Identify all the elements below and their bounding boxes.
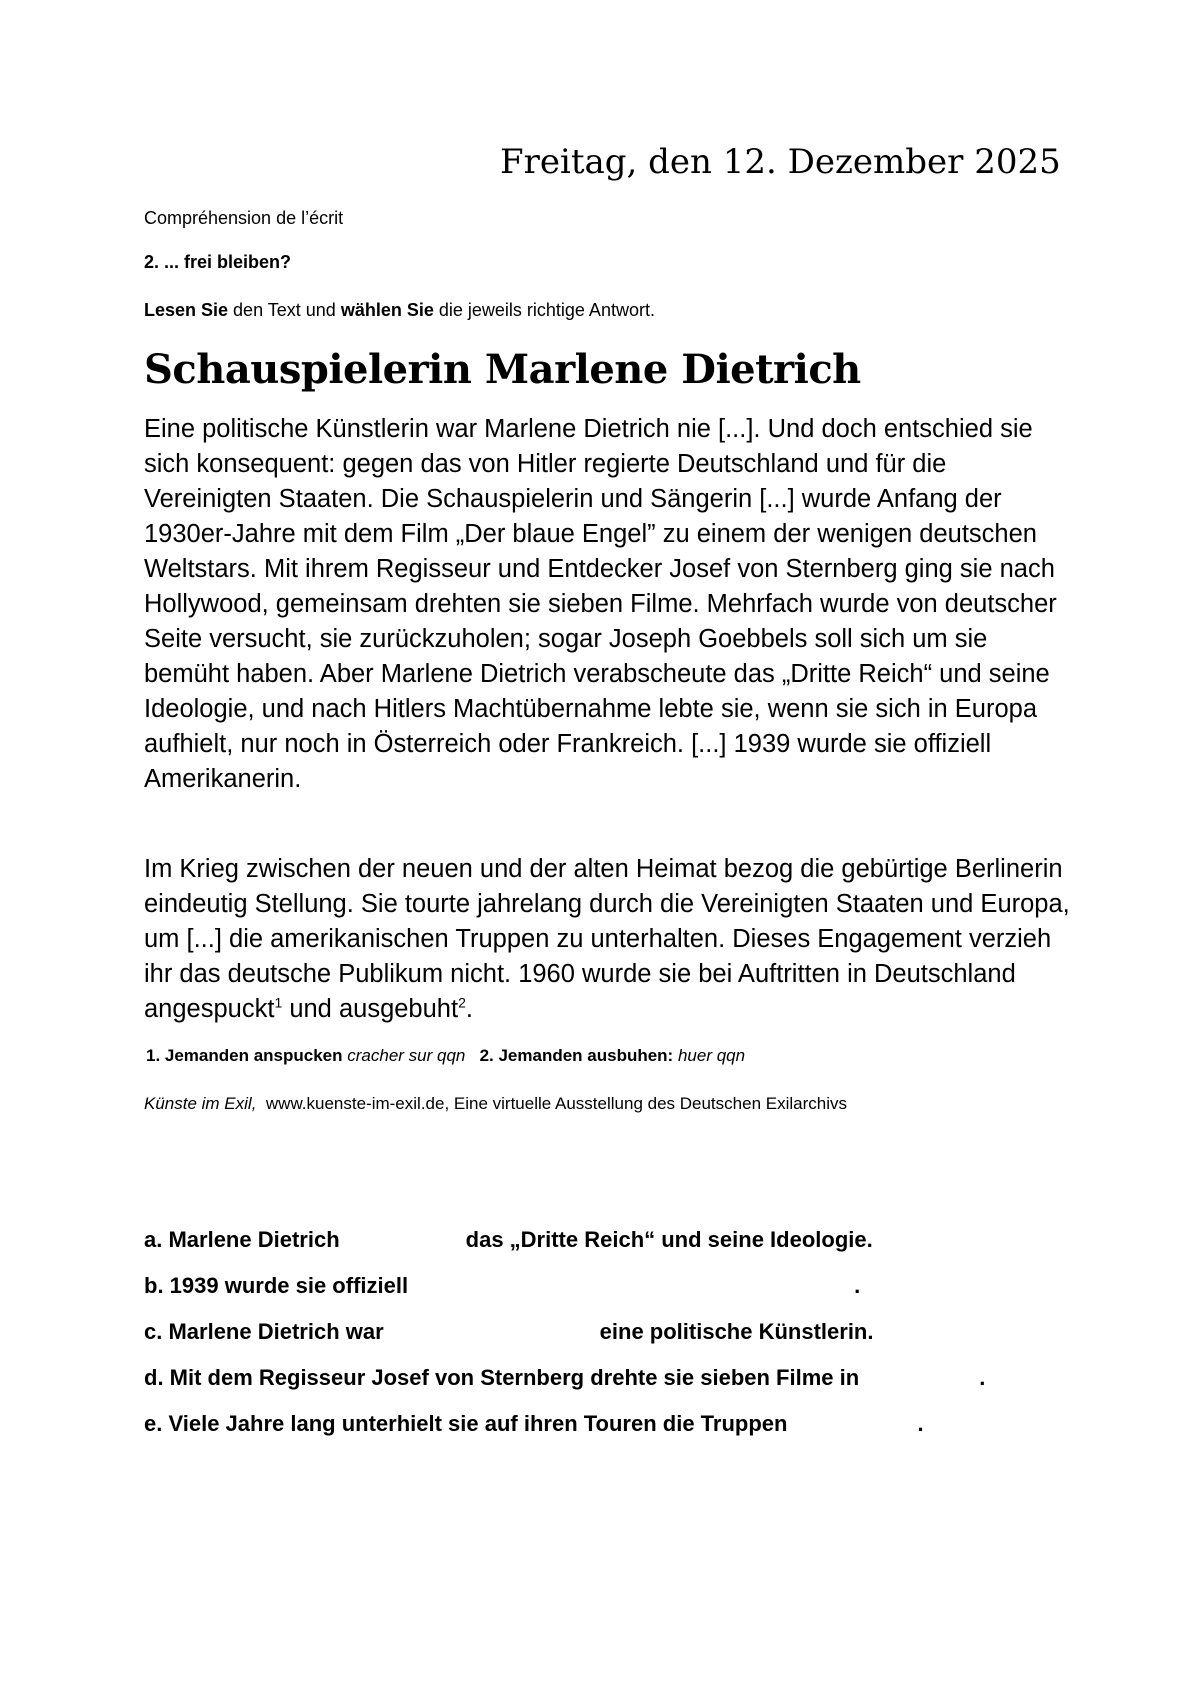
question-e-before: e. Viele Jahre lang unterhielt sie auf ihren Touren die Truppen bbox=[144, 1411, 788, 1436]
paragraph-2-mid: und ausgebuht bbox=[282, 995, 459, 1023]
source-citation bbox=[144, 1094, 847, 1114]
question-c-before: c. Marlene Dietrich war bbox=[144, 1319, 384, 1344]
question-d-after: . bbox=[979, 1365, 986, 1390]
footnote-2-term: 2. Jemanden ausbuhen: bbox=[479, 1046, 674, 1065]
subject-label: Compréhension de l’écrit bbox=[144, 208, 344, 228]
question-d-before: d. Mit dem Regisseur Josef von Sternberg drehte sie sieben Filme in bbox=[144, 1365, 860, 1390]
question-b-after: . bbox=[854, 1273, 861, 1298]
footnote-ref-2: 2 bbox=[458, 994, 466, 1011]
paragraph-1-text: Eine politische Künstlerin war Marlene Dietrich nie [...]. Und doch entschied sie sich konsequent: gegen das von Hitler regierte Deutschland und für die Vereinigten Staaten. Die Schauspielerin und Sängerin [...] wurde Anfang der 1930er-Jahre mit dem Film „Der blaue Engel” zu einem der wenigen deutschen Weltstars. Mit ihrem Regisseur und Entdecker Josef von Sternberg ging sie nach Hollywood, gemeinsam drehten sie sieben Filme. Mehrfach wurde von deutscher Seite versucht, sie zurückzuholen; sogar Joseph Goebbels soll sich um sie bemüht haben. Aber Marlene Dietrich verabscheute das „Dritte Reich“ und seine Ideologie, und nach Hitlers Machtübernahme lebte sie, wenn sie sich in Europa aufhielt, nur noch in Österreich oder Frankreich. [...] 1939 wurde sie offiziell Amerikanerin. bbox=[144, 415, 1057, 793]
footnotes bbox=[146, 1046, 745, 1066]
section-title: 2. ... frei bleiben? bbox=[144, 252, 292, 272]
question-c-blank[interactable] bbox=[384, 1318, 600, 1345]
article-paragraph-2 bbox=[144, 852, 1074, 1027]
footnote-1-term: 1. Jemanden anspucken bbox=[146, 1046, 343, 1065]
question-e-blank[interactable] bbox=[787, 1410, 917, 1437]
question-c bbox=[144, 1318, 874, 1345]
footnote-1-translation: cracher sur qqn bbox=[347, 1046, 466, 1065]
article-paragraph-1 bbox=[144, 412, 1074, 797]
question-b-blank[interactable] bbox=[408, 1272, 854, 1299]
question-a-blank[interactable] bbox=[340, 1226, 466, 1253]
source-details: www.kuenste-im-exil.de, Eine virtuelle Ausstellung des Deutschen Exilarchivs bbox=[265, 1094, 847, 1113]
question-d-blank[interactable] bbox=[859, 1364, 979, 1391]
question-a bbox=[144, 1226, 873, 1253]
date-heading: Freitag, den 12. Dezember 2025 bbox=[500, 142, 1061, 182]
footnote-2-translation: huer qqn bbox=[677, 1046, 746, 1065]
instruction-fragment-2: die jeweils richtige Antwort. bbox=[433, 300, 655, 320]
question-b-before: b. 1939 wurde sie offiziell bbox=[144, 1273, 409, 1298]
instruction-verb-1: Lesen Sie bbox=[144, 300, 229, 320]
question-d bbox=[144, 1364, 985, 1391]
question-a-before: a. Marlene Dietrich bbox=[144, 1227, 340, 1252]
question-e-after: . bbox=[917, 1411, 924, 1436]
article-title: Schauspielerin Marlene Dietrich bbox=[144, 346, 861, 393]
question-b bbox=[144, 1272, 860, 1299]
footnote-ref-1: 1 bbox=[274, 994, 283, 1011]
paragraph-2-main: Im Krieg zwischen der neuen und der alten Heimat bezog die gebürtige Berlinerin eindeutig Stellung. Sie tourte jahrelang durch die Vereinigten Staaten und Europa, um [...] die amerikanischen Truppen zu unterhalten. Dieses Engagement verzieh ihr das deutsche Publikum nicht. 1960 wurde sie bei Auftritten in Deutschland angespuckt bbox=[144, 855, 1070, 1023]
instruction-verb-2: wählen Sie bbox=[340, 300, 434, 320]
question-a-after: das „Dritte Reich“ und seine Ideologie. bbox=[465, 1227, 873, 1252]
instruction-text bbox=[144, 300, 655, 321]
paragraph-2-text bbox=[144, 852, 1074, 1027]
question-c-after: eine politische Künstlerin. bbox=[599, 1319, 874, 1344]
instruction-fragment-1: den Text und bbox=[228, 300, 341, 320]
paragraph-2-end: . bbox=[465, 995, 473, 1023]
question-e bbox=[144, 1410, 924, 1437]
source-work: Künste im Exil, bbox=[144, 1094, 257, 1113]
